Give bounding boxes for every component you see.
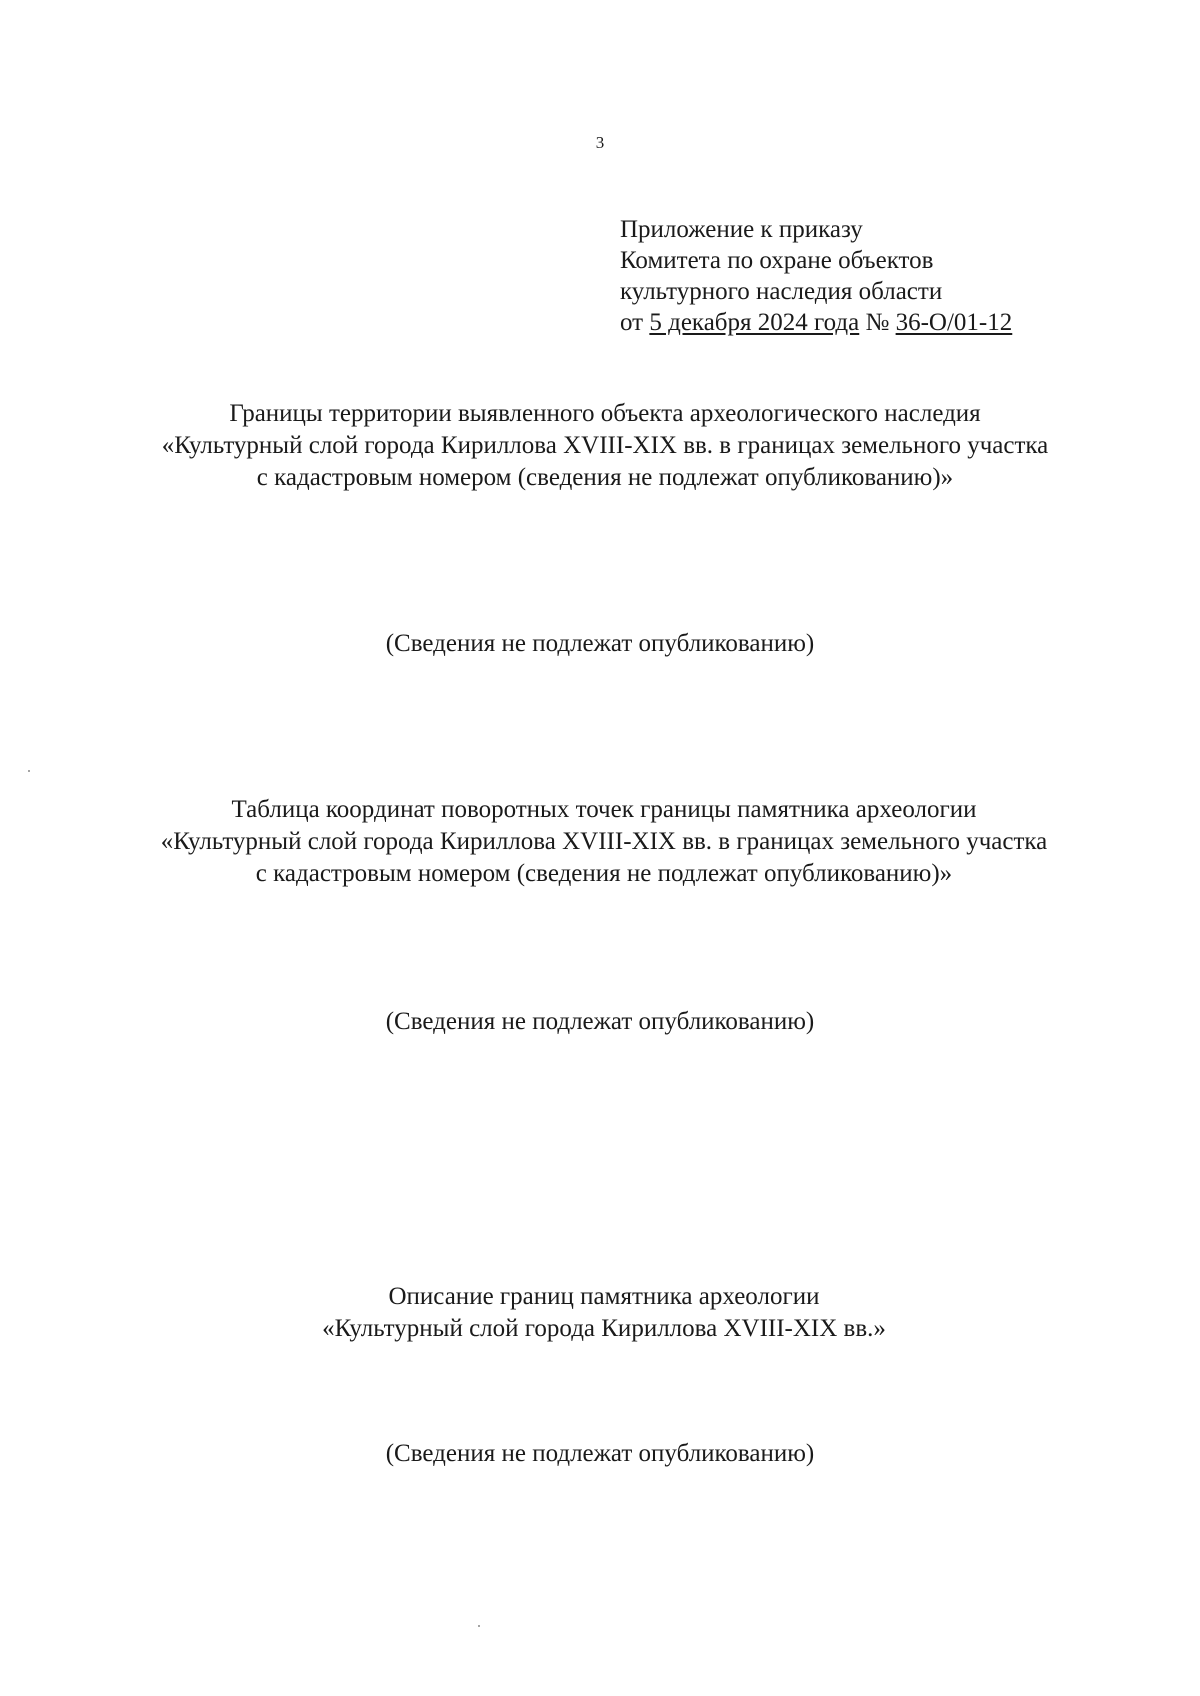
scan-speck [478,1625,480,1627]
section-1-title-line-2: «Культурный слой города Кириллова XVIII-XIX вв. в границах земельного участка [161,432,1049,459]
order-number: 36-О/01-12 [895,309,1013,336]
section-2-title-line-3: с кадастровым номером (сведения не подлежат опубликованию)» [255,860,953,887]
appendix-line-2: Комитета по охране объектов [620,247,934,274]
section-2-title [0,794,1200,890]
section-3-title-line-1: Описание границ памятника археологии [388,1283,820,1310]
number-prefix: № [859,309,896,336]
section-3-notice: (Сведения не подлежат опубликованию) [385,1440,815,1467]
scan-speck [28,770,30,772]
section-1-title-line-3: с кадастровым номером (сведения не подлежат опубликованию)» [256,464,954,491]
section-2-notice: (Сведения не подлежат опубликованию) [385,1008,815,1035]
section-3-title [0,1281,1200,1345]
section-1-title [0,398,1200,494]
section-2-title-line-2: «Культурный слой города Кириллова XVIII-XIX вв. в границах земельного участка [160,828,1048,855]
appendix-block [620,214,1012,338]
section-2-title-line-1: Таблица координат поворотных точек границы памятника археологии [231,796,977,823]
section-1-notice: (Сведения не подлежат опубликованию) [385,630,815,657]
appendix-line-1: Приложение к приказу [620,216,863,243]
section-1-title-line-1: Границы территории выявленного объекта археологического наследия [229,400,981,427]
page-number: 3 [595,133,605,152]
order-date: 5 декабря 2024 года [649,309,860,336]
appendix-line-3: культурного наследия области [620,278,943,305]
section-3-title-line-2: «Культурный слой города Кириллова XVIII-XIX вв.» [322,1315,886,1342]
date-prefix: от [620,309,650,336]
appendix-date-line [620,307,1012,338]
